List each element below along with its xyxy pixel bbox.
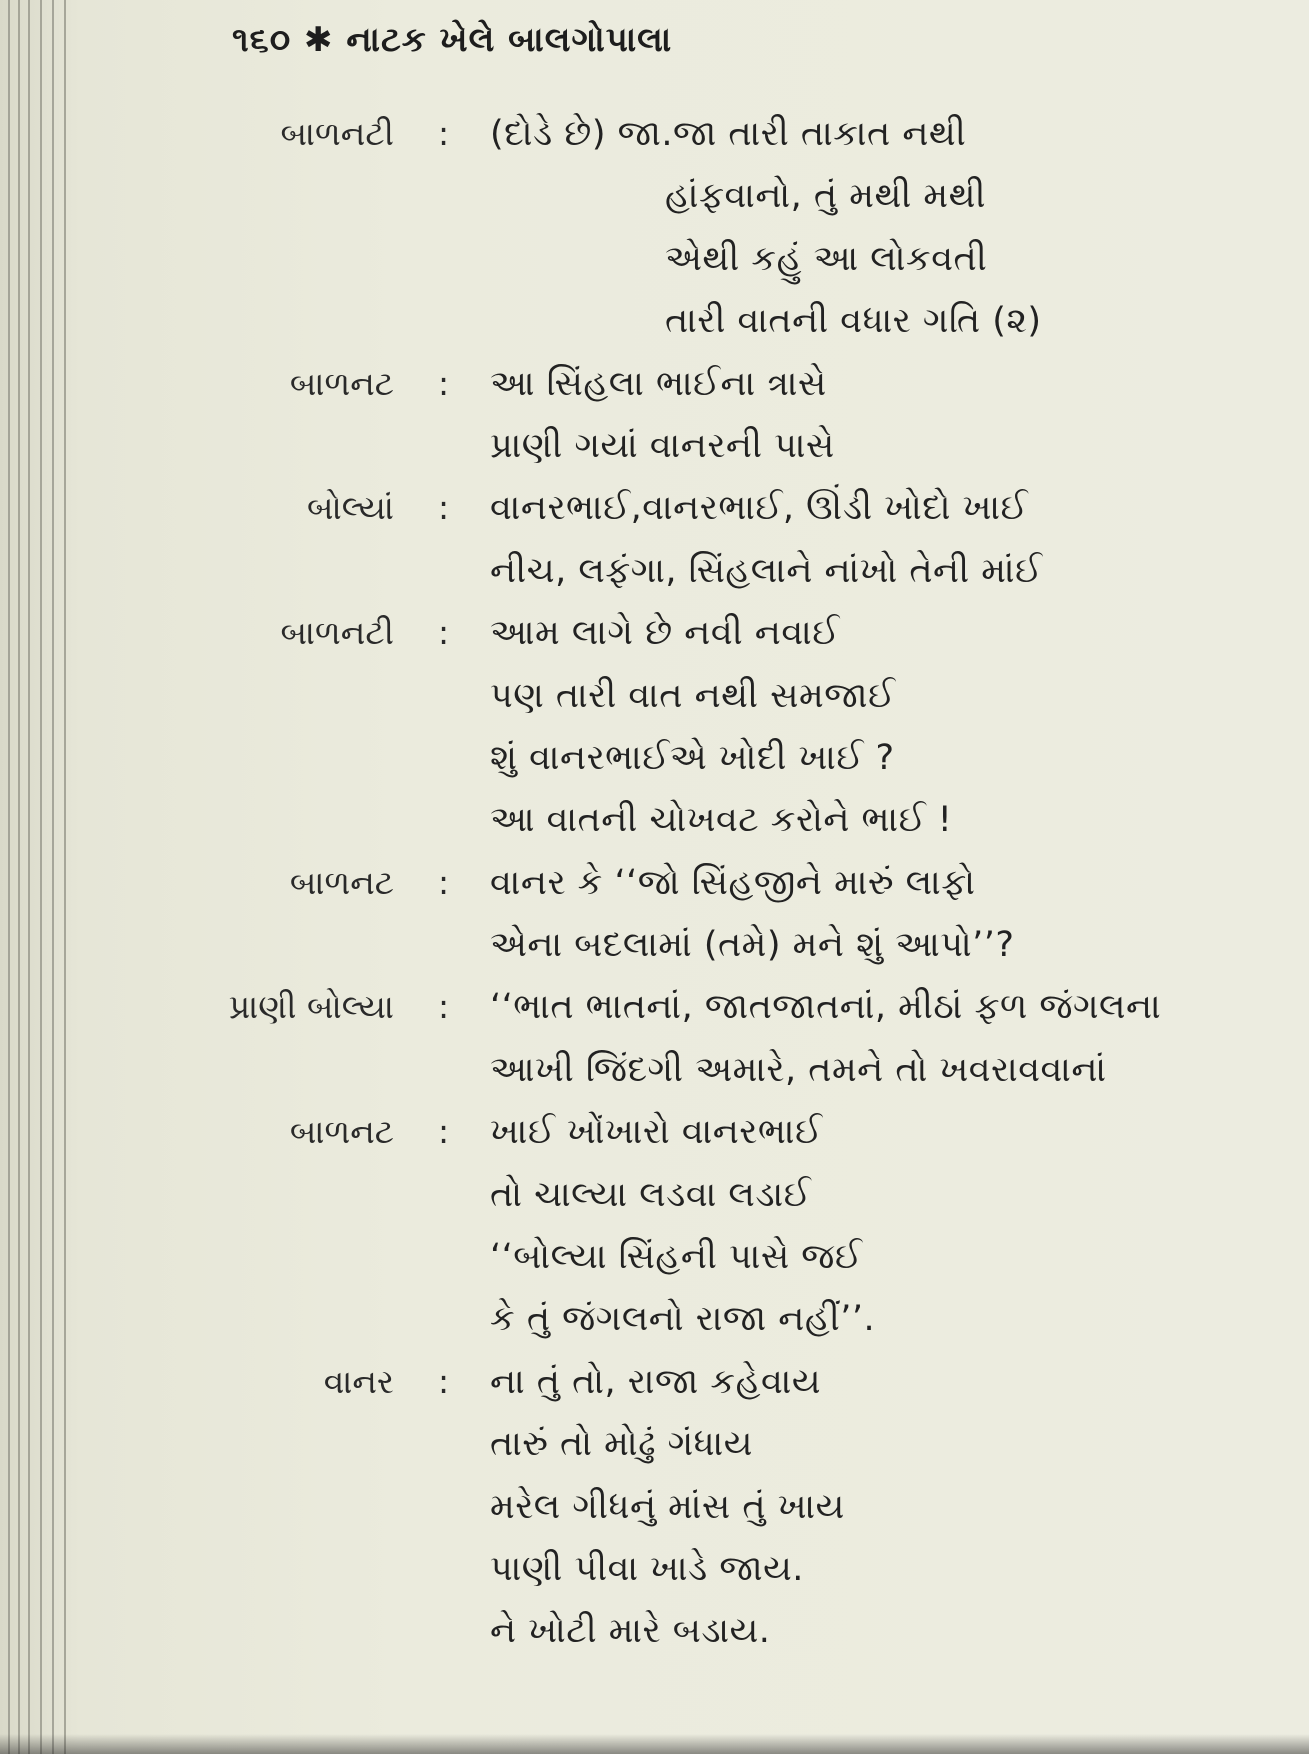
dialogue-text: કે તું જંગલનો રાજા નહીં’’. bbox=[490, 1299, 876, 1340]
dialogue-text: આ વાતની ચોખવટ કરોને ભાઈ ! bbox=[490, 800, 953, 841]
dialogue-text: પ્રાણી ગયાં વાનરની પાસે bbox=[490, 425, 835, 466]
speaker-colon: : bbox=[438, 862, 450, 902]
dialogue-text: પણ તારી વાત નથી સમજાઈ bbox=[490, 675, 896, 716]
dialogue-text: (દોડે છે) જા.જા તારી તાકાત નથી bbox=[490, 114, 967, 154]
speaker-name: બાળનટ bbox=[289, 862, 394, 902]
dialogue-text: હાંફવાનો, તું મથી મથી bbox=[665, 176, 986, 217]
script-line bbox=[0, 235, 1309, 297]
dialogue-text: આમ લાગે છે નવી નવાઈ bbox=[490, 613, 840, 654]
script-line bbox=[0, 1171, 1309, 1233]
script-line bbox=[0, 859, 1309, 921]
page-header: ૧૬૦ ✱ નાટક ખેલે બાલગોપાલા bbox=[232, 20, 673, 60]
script-line bbox=[0, 734, 1309, 796]
script-line bbox=[0, 1295, 1309, 1357]
dialogue-text: નીચ, લફંગા, સિંહલાને નાંખો તેની માંઈ bbox=[490, 550, 1043, 591]
script-line bbox=[0, 110, 1309, 172]
speaker-colon: : bbox=[438, 987, 450, 1027]
dialogue-text: ‘‘ભાત ભાતનાં, જાતજાતનાં, મીઠાં ફળ જંગલના bbox=[490, 987, 1162, 1028]
script-line bbox=[0, 547, 1309, 609]
script-line bbox=[0, 796, 1309, 858]
script-line bbox=[0, 921, 1309, 983]
dialogue-text: ખાઈ ખોંખારો વાનરભાઈ bbox=[490, 1112, 823, 1153]
script-line bbox=[0, 1358, 1309, 1420]
page-bottom-shadow bbox=[0, 1734, 1309, 1754]
script-line bbox=[0, 1233, 1309, 1295]
speaker-name: બોલ્યાં bbox=[306, 488, 394, 528]
dialogue-text: એથી કહું આ લોકવતી bbox=[665, 238, 988, 279]
script-line bbox=[0, 609, 1309, 671]
speaker-name: પ્રાણી બોલ્યા bbox=[228, 987, 394, 1027]
speaker-name: બાળનટ bbox=[289, 1112, 394, 1152]
script-line bbox=[0, 1545, 1309, 1607]
script-line bbox=[0, 1483, 1309, 1545]
script-line bbox=[0, 360, 1309, 422]
dialogue-text: તારું તો મોઢું ગંધાય bbox=[490, 1424, 753, 1465]
dialogue-text: વાનરભાઈ,વાનરભાઈ, ઊંડી ખોદો ખાઈ bbox=[490, 488, 1029, 529]
dialogue-text: તો ચાલ્યા લડવા લડાઈ bbox=[490, 1174, 812, 1215]
dialogue-text: મરેલ ગીધનું માંસ તું ખાય bbox=[490, 1486, 845, 1527]
script-line bbox=[0, 1607, 1309, 1669]
script-line bbox=[0, 1108, 1309, 1170]
speaker-colon: : bbox=[438, 114, 450, 153]
script-line bbox=[0, 983, 1309, 1045]
speaker-colon: : bbox=[438, 1361, 450, 1401]
speaker-colon: : bbox=[438, 1112, 450, 1152]
script-line bbox=[0, 422, 1309, 484]
dialogue-text: આ સિંહલા ભાઈના ત્રાસે bbox=[490, 363, 827, 404]
dialogue-text: પાણી પીવા ખાડે જાય. bbox=[490, 1548, 804, 1589]
dialogue-text: એના બદલામાં (તમે) મને શું આપો’’? bbox=[490, 925, 1015, 966]
dialogue-text: ના તું તો, રાજા કહેવાય bbox=[490, 1361, 822, 1402]
speaker-name: વાનર bbox=[323, 1361, 394, 1401]
script-line bbox=[0, 1420, 1309, 1482]
dialogue-text: ને ખોટી મારે બડાય. bbox=[490, 1611, 771, 1652]
script-line bbox=[0, 672, 1309, 734]
speaker-name: બાળનટી bbox=[280, 613, 394, 653]
speaker-colon: : bbox=[438, 363, 450, 403]
dialogue-text: ‘‘બોલ્યા સિંહની પાસે જઈ bbox=[490, 1237, 863, 1278]
script-line bbox=[0, 1046, 1309, 1108]
dialogue-text: શું વાનરભાઈએ ખોદી ખાઈ ? bbox=[490, 737, 895, 778]
script-line bbox=[0, 484, 1309, 546]
play-script bbox=[0, 110, 1309, 1670]
speaker-colon: : bbox=[438, 488, 450, 528]
speaker-name: બાળનટી bbox=[280, 114, 394, 153]
speaker-colon: : bbox=[438, 613, 450, 653]
script-line bbox=[0, 172, 1309, 234]
dialogue-text: આખી જિંદગી અમારે, તમને તો ખવરાવવાનાં bbox=[490, 1049, 1107, 1090]
dialogue-text: વાનર કે ‘‘જો સિંહજીને મારું લાફો bbox=[490, 862, 976, 903]
script-line bbox=[0, 297, 1309, 359]
dialogue-text: તારી વાતની વધાર ગતિ (૨) bbox=[665, 301, 1042, 342]
speaker-name: બાળનટ bbox=[289, 363, 394, 403]
